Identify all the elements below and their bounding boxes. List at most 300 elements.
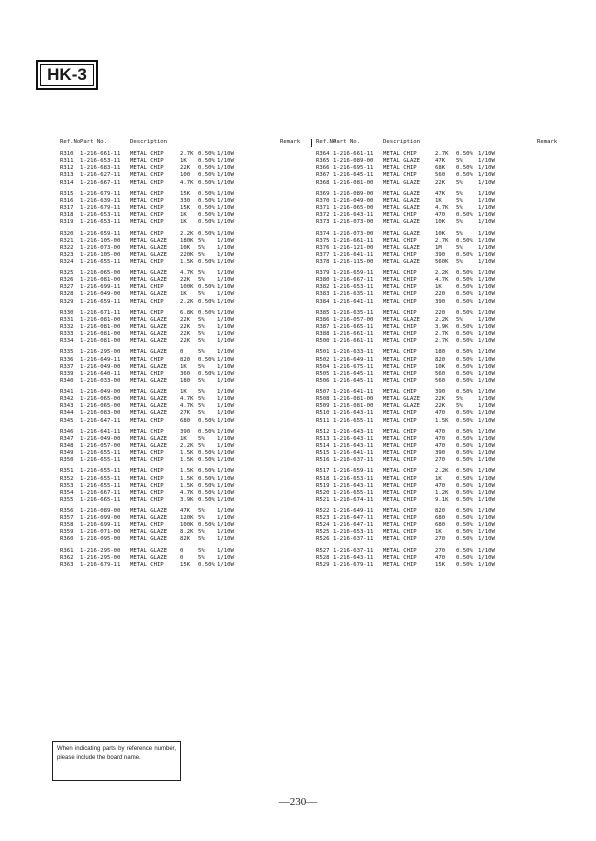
- cell-ref-no: R368: [316, 179, 330, 186]
- cell-value: 1K: [180, 158, 187, 165]
- cell-tolerance: 0.50%: [456, 338, 473, 345]
- cell-part-no: 1-216-073-00: [333, 230, 374, 237]
- cell-value: 22K: [180, 324, 191, 330]
- cell-description: METAL CHIP: [130, 284, 164, 291]
- cell-power-rating: 1/10W: [217, 529, 234, 536]
- cell-power-rating: 1/10W: [217, 457, 234, 464]
- cell-power-rating: 1/10W: [478, 529, 495, 536]
- cell-part-no: 1-216-637-11: [333, 536, 374, 543]
- cell-value: 2.7K: [180, 151, 194, 158]
- cell-tolerance: 5%: [198, 349, 205, 356]
- cell-power-rating: 1/10W: [478, 403, 495, 410]
- cell-description: METAL CHIP: [130, 212, 164, 219]
- cell-value: 1.5K: [180, 450, 194, 457]
- cell-part-no: 1-216-057-00: [333, 316, 374, 323]
- cell-value: 1K: [180, 291, 187, 298]
- parts-group: [313, 310, 569, 345]
- cell-value: 2.7K: [435, 338, 449, 345]
- cell-part-no: 1-216-643-11: [333, 442, 374, 449]
- table-row: [313, 529, 569, 536]
- table-row: [313, 317, 569, 324]
- table-row: [60, 231, 310, 238]
- cell-description: METAL GLAZE: [130, 277, 168, 284]
- cell-ref-no: R512: [316, 428, 330, 435]
- cell-ref-no: R357: [60, 515, 74, 522]
- parts-group: [60, 310, 310, 345]
- cell-tolerance: 0.50%: [198, 356, 215, 363]
- cell-part-no: 1-216-639-11: [80, 197, 121, 204]
- cell-power-rating: 1/10W: [217, 212, 234, 219]
- cell-description: METAL GLAZE: [130, 363, 168, 370]
- cell-description: METAL GLAZE: [383, 158, 421, 165]
- cell-tolerance: 0.50%: [456, 475, 473, 482]
- cell-description: METAL CHIP: [130, 172, 164, 179]
- table-row: [313, 497, 569, 504]
- cell-ref-no: R369: [316, 190, 330, 197]
- cell-tolerance: 0.50%: [198, 309, 215, 316]
- cell-value: 4.7K: [180, 396, 194, 403]
- cell-description: METAL CHIP: [130, 151, 164, 158]
- parts-table-right: [313, 139, 569, 569]
- cell-ref-no: R379: [316, 270, 330, 277]
- cell-power-rating: 1/10W: [217, 450, 234, 457]
- cell-part-no: 1-216-661-11: [333, 237, 374, 244]
- cell-part-no: 1-216-699-11: [80, 284, 121, 291]
- parts-group: [60, 231, 310, 266]
- cell-ref-no: R360: [60, 536, 74, 543]
- table-row: [60, 429, 310, 436]
- cell-tolerance: 0.50%: [456, 324, 473, 330]
- cell-part-no: 1-216-073-00: [80, 244, 121, 251]
- cell-ref-no: R340: [60, 377, 74, 384]
- cell-ref-no: R365: [316, 158, 330, 165]
- cell-description: METAL CHIP: [383, 489, 417, 496]
- cell-power-rating: 1/10W: [478, 212, 495, 219]
- table-row: [313, 436, 569, 443]
- cell-description: METAL CHIP: [383, 172, 417, 179]
- table-row: [60, 191, 310, 198]
- cell-ref-no: R511: [316, 417, 330, 424]
- cell-power-rating: 1/10W: [217, 396, 234, 403]
- cell-tolerance: 0.50%: [456, 508, 473, 515]
- cell-description: METAL CHIP: [130, 197, 164, 204]
- cell-ref-no: R332: [60, 324, 74, 330]
- cell-ref-no: R353: [60, 482, 74, 489]
- table-row: [313, 165, 569, 172]
- cell-tolerance: 0.50%: [456, 363, 473, 370]
- table-row: [313, 191, 569, 198]
- cell-tolerance: 5%: [198, 277, 205, 284]
- cell-part-no: 1-216-671-11: [80, 309, 121, 316]
- cell-value: 0: [180, 547, 184, 554]
- cell-value: 1K: [435, 529, 442, 536]
- cell-description: METAL GLAZE: [130, 291, 168, 298]
- cell-tolerance: 0.50%: [198, 468, 215, 475]
- cell-ref-no: R375: [316, 237, 330, 244]
- cell-ref-no: R364: [316, 151, 330, 158]
- parts-group: [313, 429, 569, 464]
- cell-value: 68K: [435, 165, 446, 172]
- cell-power-rating: 1/10W: [478, 349, 495, 356]
- cell-description: METAL GLAZE: [130, 435, 168, 442]
- cell-description: METAL CHIP: [383, 522, 417, 529]
- cell-ref-no: R336: [60, 356, 74, 363]
- cell-power-rating: 1/10W: [217, 258, 234, 265]
- cell-description: METAL CHIP: [130, 475, 164, 482]
- cell-tolerance: 5%: [198, 435, 205, 442]
- cell-tolerance: 5%: [198, 338, 205, 345]
- cell-value: 0: [180, 349, 184, 356]
- cell-tolerance: 5%: [198, 547, 205, 554]
- cell-tolerance: 5%: [456, 197, 463, 204]
- cell-part-no: 1-216-057-00: [80, 442, 121, 449]
- cell-tolerance: 0.50%: [198, 457, 215, 464]
- cell-tolerance: 0.50%: [198, 450, 215, 457]
- cell-description: METAL CHIP: [383, 442, 417, 449]
- cell-description: METAL CHIP: [383, 298, 417, 305]
- cell-ref-no: R330: [60, 309, 74, 316]
- cell-description: METAL GLAZE: [130, 410, 168, 417]
- parts-group: [313, 270, 569, 305]
- table-row: [60, 548, 310, 555]
- cell-description: METAL CHIP: [383, 270, 417, 277]
- cell-value: 3.9K: [180, 496, 194, 503]
- cell-tolerance: 0.50%: [198, 482, 215, 489]
- cell-value: 1.5K: [435, 417, 449, 424]
- cell-description: METAL CHIP: [130, 190, 164, 197]
- cell-power-rating: 1/10W: [217, 324, 234, 330]
- cell-tolerance: 5%: [456, 190, 463, 197]
- cell-part-no: 1-216-645-11: [333, 377, 374, 384]
- table-row: [60, 331, 310, 338]
- cell-value: 4.7K: [435, 205, 449, 212]
- cell-tolerance: 0.50%: [456, 547, 473, 554]
- cell-description: METAL GLAZE: [383, 396, 421, 403]
- table-row: [313, 277, 569, 284]
- table-row: [60, 245, 310, 252]
- model-label: HK-3: [40, 64, 94, 86]
- table-row: [313, 310, 569, 317]
- cell-tolerance: 0.50%: [456, 536, 473, 543]
- cell-ref-no: R528: [316, 554, 330, 561]
- cell-ref-no: R521: [316, 496, 330, 503]
- cell-part-no: 1-216-659-11: [333, 270, 374, 277]
- cell-value: 270: [435, 547, 446, 554]
- table-row: [60, 299, 310, 306]
- cell-part-no: 1-216-643-11: [333, 410, 374, 417]
- cell-tolerance: 5%: [198, 237, 205, 244]
- table-row: [60, 205, 310, 212]
- cell-ref-no: R372: [316, 212, 330, 219]
- cell-value: 1K: [180, 435, 187, 442]
- table-row: [60, 562, 310, 569]
- cell-ref-no: R343: [60, 403, 74, 410]
- cell-description: METAL CHIP: [383, 417, 417, 424]
- cell-value: 1.5K: [180, 468, 194, 475]
- cell-power-rating: 1/10W: [217, 522, 234, 529]
- cell-ref-no: R387: [316, 324, 330, 330]
- cell-tolerance: 0.50%: [198, 522, 215, 529]
- table-row: [60, 349, 310, 356]
- cell-description: METAL CHIP: [383, 435, 417, 442]
- cell-ref-no: R525: [316, 529, 330, 536]
- cell-tolerance: 0.50%: [456, 151, 473, 158]
- table-row: [60, 450, 310, 457]
- table-row: [313, 245, 569, 252]
- cell-ref-no: R510: [316, 410, 330, 417]
- cell-tolerance: 5%: [198, 508, 205, 515]
- cell-value: 470: [435, 554, 446, 561]
- cell-part-no: 1-216-683-11: [80, 165, 121, 172]
- cell-ref-no: R524: [316, 522, 330, 529]
- cell-ref-no: R527: [316, 547, 330, 554]
- table-row: [313, 555, 569, 562]
- cell-ref-no: R520: [316, 489, 330, 496]
- cell-description: METAL GLAZE: [130, 554, 168, 561]
- cell-value: 560: [435, 172, 446, 179]
- cell-ref-no: R384: [316, 298, 330, 305]
- cell-part-no: 1-216-674-11: [333, 496, 374, 503]
- cell-part-no: 1-216-641-11: [80, 428, 121, 435]
- cell-description: METAL CHIP: [130, 450, 164, 457]
- table-row: [60, 180, 310, 187]
- cell-power-rating: 1/10W: [217, 251, 234, 258]
- cell-value: 22K: [435, 179, 446, 186]
- cell-ref-no: R321: [60, 237, 74, 244]
- cell-tolerance: 5%: [198, 403, 205, 410]
- cell-description: METAL CHIP: [130, 205, 164, 212]
- header-ref-no: Ref.No: [316, 139, 337, 145]
- table-row: [60, 338, 310, 345]
- cell-part-no: 1-216-635-11: [333, 291, 374, 298]
- cell-value: 560K: [435, 258, 449, 265]
- table-row: [313, 476, 569, 483]
- cell-value: 1K: [180, 363, 187, 370]
- cell-value: 470: [435, 410, 446, 417]
- cell-power-rating: 1/10W: [478, 482, 495, 489]
- cell-value: 15K: [435, 561, 446, 568]
- cell-description: METAL CHIP: [383, 475, 417, 482]
- cell-tolerance: 0.50%: [456, 370, 473, 377]
- cell-power-rating: 1/10W: [478, 356, 495, 363]
- cell-tolerance: 0.50%: [456, 522, 473, 529]
- table-row: [313, 371, 569, 378]
- cell-description: METAL GLAZE: [383, 403, 421, 410]
- parts-group: [60, 349, 310, 384]
- cell-ref-no: R362: [60, 554, 74, 561]
- cell-description: METAL CHIP: [130, 457, 164, 464]
- table-row: [313, 418, 569, 425]
- cell-part-no: 1-216-633-11: [333, 349, 374, 356]
- cell-description: METAL GLAZE: [130, 338, 168, 345]
- cell-tolerance: 5%: [198, 363, 205, 370]
- cell-description: METAL GLAZE: [130, 547, 168, 554]
- parts-group: [60, 468, 310, 503]
- cell-power-rating: 1/10W: [217, 298, 234, 305]
- cell-value: 1.5K: [180, 475, 194, 482]
- cell-value: 220: [435, 309, 446, 316]
- cell-ref-no: R504: [316, 363, 330, 370]
- cell-value: 220K: [180, 251, 194, 258]
- cell-part-no: 1-216-655-11: [80, 450, 121, 457]
- cell-ref-no: R378: [316, 258, 330, 265]
- cell-tolerance: 5%: [198, 515, 205, 522]
- cell-power-rating: 1/10W: [217, 489, 234, 496]
- table-row: [313, 515, 569, 522]
- cell-part-no: 1-216-643-11: [333, 435, 374, 442]
- cell-part-no: 1-216-659-11: [80, 230, 121, 237]
- cell-value: 4.7K: [180, 270, 194, 277]
- table-row: [313, 443, 569, 450]
- cell-ref-no: R358: [60, 522, 74, 529]
- cell-part-no: 1-216-641-11: [333, 251, 374, 258]
- cell-description: METAL GLAZE: [130, 331, 168, 338]
- cell-power-rating: 1/10W: [478, 270, 495, 277]
- cell-ref-no: R328: [60, 291, 74, 298]
- cell-description: METAL GLAZE: [383, 230, 421, 237]
- cell-tolerance: 0.50%: [456, 356, 473, 363]
- cell-description: METAL GLAZE: [130, 244, 168, 251]
- cell-value: 470: [435, 482, 446, 489]
- table-row: [313, 299, 569, 306]
- cell-tolerance: 0.50%: [456, 237, 473, 244]
- cell-part-no: 1-216-653-11: [333, 475, 374, 482]
- cell-tolerance: 0.50%: [456, 172, 473, 179]
- parts-group: [313, 468, 569, 503]
- cell-ref-no: R334: [60, 338, 74, 345]
- cell-power-rating: 1/10W: [478, 435, 495, 442]
- cell-ref-no: R388: [316, 331, 330, 338]
- cell-tolerance: 0.50%: [456, 331, 473, 338]
- header-description: Description: [383, 139, 421, 145]
- cell-part-no: 1-216-645-11: [333, 172, 374, 179]
- table-row: [60, 522, 310, 529]
- cell-description: METAL CHIP: [130, 219, 164, 226]
- cell-tolerance: 0.50%: [456, 457, 473, 464]
- cell-tolerance: 0.50%: [198, 284, 215, 291]
- cell-power-rating: 1/10W: [478, 363, 495, 370]
- cell-part-no: 1-216-627-11: [80, 172, 121, 179]
- table-row: [313, 259, 569, 266]
- cell-power-rating: 1/10W: [478, 277, 495, 284]
- cell-part-no: 1-216-655-11: [80, 475, 121, 482]
- parts-group: [60, 548, 310, 569]
- cell-value: 1.5K: [180, 457, 194, 464]
- cell-ref-no: R367: [316, 172, 330, 179]
- cell-description: METAL CHIP: [383, 428, 417, 435]
- cell-part-no: 1-216-049-00: [80, 389, 121, 396]
- cell-part-no: 1-216-049-00: [333, 197, 374, 204]
- cell-power-rating: 1/10W: [217, 349, 234, 356]
- cell-value: 22K: [180, 277, 191, 284]
- cell-description: METAL GLAZE: [130, 324, 168, 330]
- cell-description: METAL CHIP: [130, 370, 164, 377]
- cell-ref-no: R514: [316, 442, 330, 449]
- cell-power-rating: 1/10W: [478, 338, 495, 345]
- cell-part-no: 1-216-655-11: [80, 258, 121, 265]
- cell-tolerance: 0.50%: [198, 475, 215, 482]
- cell-tolerance: 5%: [198, 331, 205, 338]
- cell-part-no: 1-216-081-00: [80, 338, 121, 345]
- cell-value: 2.7K: [435, 331, 449, 338]
- cell-description: METAL CHIP: [130, 468, 164, 475]
- cell-ref-no: R529: [316, 561, 330, 568]
- cell-value: 6.8K: [180, 309, 194, 316]
- table-row: [313, 483, 569, 490]
- table-row: [313, 508, 569, 515]
- cell-description: METAL CHIP: [130, 482, 164, 489]
- cell-part-no: 1-216-081-00: [80, 324, 121, 330]
- cell-tolerance: 0.50%: [456, 442, 473, 449]
- cell-part-no: 1-216-295-00: [80, 554, 121, 561]
- cell-description: METAL GLAZE: [130, 251, 168, 258]
- cell-value: 1K: [435, 197, 442, 204]
- cell-description: METAL CHIP: [130, 522, 164, 529]
- cell-part-no: 1-216-661-11: [333, 338, 374, 345]
- cell-description: METAL CHIP: [383, 554, 417, 561]
- cell-description: METAL CHIP: [383, 237, 417, 244]
- cell-power-rating: 1/10W: [478, 165, 495, 172]
- cell-power-rating: 1/10W: [478, 515, 495, 522]
- cell-part-no: 1-216-071-00: [80, 529, 121, 536]
- cell-tolerance: 0.50%: [456, 212, 473, 219]
- cell-power-rating: 1/10W: [478, 291, 495, 298]
- cell-description: METAL GLAZE: [383, 190, 421, 197]
- cell-description: METAL CHIP: [130, 165, 164, 172]
- cell-ref-no: R312: [60, 165, 74, 172]
- parts-group: [60, 389, 310, 424]
- table-row: [60, 529, 310, 536]
- cell-power-rating: 1/10W: [478, 508, 495, 515]
- cell-power-rating: 1/10W: [217, 468, 234, 475]
- cell-power-rating: 1/10W: [217, 435, 234, 442]
- cell-power-rating: 1/10W: [478, 496, 495, 503]
- cell-description: METAL GLAZE: [130, 515, 168, 522]
- table-row: [60, 198, 310, 205]
- cell-description: METAL GLAZE: [130, 377, 168, 384]
- cell-description: METAL CHIP: [383, 277, 417, 284]
- table-row: [60, 483, 310, 490]
- cell-value: 470: [435, 435, 446, 442]
- cell-power-rating: 1/10W: [217, 277, 234, 284]
- cell-part-no: 1-216-699-11: [80, 522, 121, 529]
- cell-description: METAL GLAZE: [383, 316, 421, 323]
- cell-power-rating: 1/10W: [217, 442, 234, 449]
- cell-power-rating: 1/10W: [478, 230, 495, 237]
- cell-description: METAL CHIP: [383, 389, 417, 396]
- cell-description: METAL CHIP: [383, 151, 417, 158]
- cell-value: 680: [435, 522, 446, 529]
- table-row: [60, 252, 310, 259]
- table-row: [60, 310, 310, 317]
- table-row: [60, 476, 310, 483]
- cell-part-no: 1-216-049-00: [80, 435, 121, 442]
- cell-ref-no: R363: [60, 561, 74, 568]
- cell-ref-no: R374: [316, 230, 330, 237]
- cell-tolerance: 0.50%: [456, 428, 473, 435]
- cell-part-no: 1-216-089-00: [333, 190, 374, 197]
- cell-ref-no: R324: [60, 258, 74, 265]
- cell-part-no: 1-216-643-11: [333, 554, 374, 561]
- cell-power-rating: 1/10W: [217, 284, 234, 291]
- parts-group: [313, 548, 569, 569]
- cell-tolerance: 0.50%: [456, 309, 473, 316]
- cell-part-no: 1-216-655-11: [333, 489, 374, 496]
- table-row: [313, 490, 569, 497]
- cell-part-no: 1-216-641-11: [333, 389, 374, 396]
- cell-ref-no: R377: [316, 251, 330, 258]
- cell-power-rating: 1/10W: [478, 179, 495, 186]
